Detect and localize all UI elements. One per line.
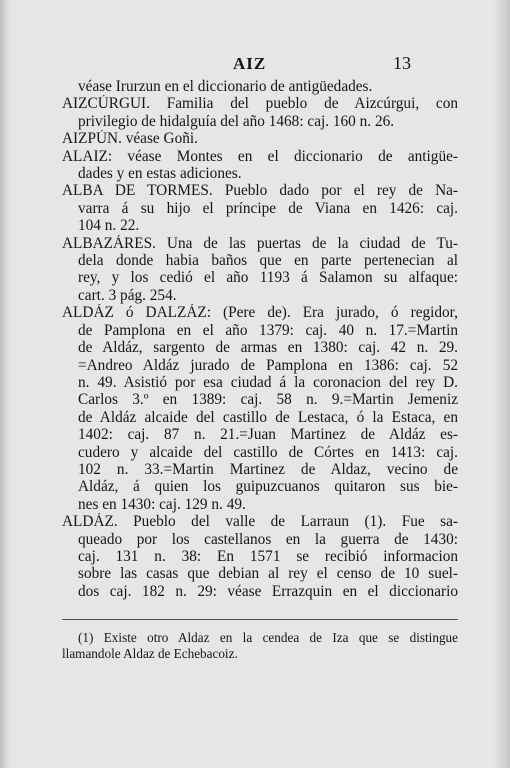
text-line: ALAIZ: véase Montes en el diccionario de antigüe- — [62, 147, 458, 165]
text-line: nes en 1430: caj. 129 n. 49. — [78, 495, 246, 513]
text-line: cart. 3 pág. 254. — [78, 286, 177, 304]
text-line: privilegio de hidalguía del año 1468: caj. 160 n. 26. — [78, 112, 395, 130]
text-line: ALDÁZ. Pueblo del valle de Larraun (1). Fue sa- — [62, 513, 458, 531]
dictionary-entries — [62, 78, 458, 600]
footnote — [62, 630, 458, 662]
text-line: dades y en estas adiciones. — [78, 165, 242, 183]
text-line: queado por los castellanos en la guerra de 1430: — [78, 530, 458, 548]
footnote-line: llamandole Aldaz de Echebacoiz. — [62, 646, 238, 661]
text-line: de Pamplona en el año 1379: caj. 40 n. 17.=Martin — [78, 321, 458, 339]
text-line: 104 n. 22. — [78, 217, 140, 235]
text-line: dos caj. 182 n. 29: véase Errazquin en el diccionario — [78, 582, 458, 600]
text-line: ALDÁZ ó DALZÁZ: (Pere de). Era jurado, ó regidor, — [62, 304, 458, 322]
page-number: 13 — [393, 53, 411, 73]
text-line: Carlos 3.º en 1389: caj. 58 n. 9.=Martin Jemeniz — [78, 391, 458, 409]
text-line: varra á su hijo el príncipe de Viana en 1426: caj. — [78, 199, 458, 217]
text-line: 1402: caj. 87 n. 21.=Juan Martinez de Aldáz es- — [78, 426, 458, 444]
text-line: AIZCÚRGUI. Familia del pueblo de Aizcúrgui, con — [62, 95, 458, 113]
text-line: Aldáz, á quien los guipuzcuanos quitaron sus bie- — [78, 478, 458, 496]
text-line: n. 49. Asistió por esa ciudad á la coronacion del rey D. — [78, 373, 458, 391]
text-line: ALBA DE TORMES. Pueblo dado por el rey de Na- — [62, 182, 458, 200]
text-line: 102 n. 33.=Martin Martinez de Aldaz, vecino de — [78, 460, 458, 478]
footnote-line: (1) Existe otro Aldaz en la cendea de Iza que se distingue — [78, 630, 458, 645]
text-line: ALBAZÁRES. Una de las puertas de la ciudad de Tu- — [62, 234, 458, 252]
running-head: AIZ — [233, 54, 267, 73]
text-line: =Andreo Aldáz jurado de Pamplona en 1386: caj. 52 — [78, 356, 458, 374]
text-line: dela donde habia baños que en parte pertenecian al — [78, 252, 458, 270]
text-line: rey, y los cedió el año 1193 á Salamon su alfaque: — [78, 269, 458, 287]
page-shadow-left — [0, 0, 10, 768]
text-line: cudero y alcaide del castillo de Córtes en 1413: caj. — [78, 443, 458, 461]
page-shadow-right — [494, 0, 510, 768]
text-line: véase Irurzun en el diccionario de antigüedades. — [78, 78, 373, 95]
footnote-divider — [62, 619, 458, 620]
text-line: de Aldáz alcaide del castillo de Lestaca, ó la Estaca, en — [78, 408, 458, 426]
text-line: de Aldáz, sargento de armas en 1380: caj. 42 n. 29. — [78, 339, 458, 357]
text-line: AIZPÚN. véase Goñi. — [62, 130, 198, 148]
text-line: sobre las casas que debian al rey el censo de 10 suel- — [78, 565, 458, 583]
text-line: caj. 131 n. 38: En 1571 se recibió informacion — [78, 547, 458, 565]
page-header — [0, 54, 510, 76]
